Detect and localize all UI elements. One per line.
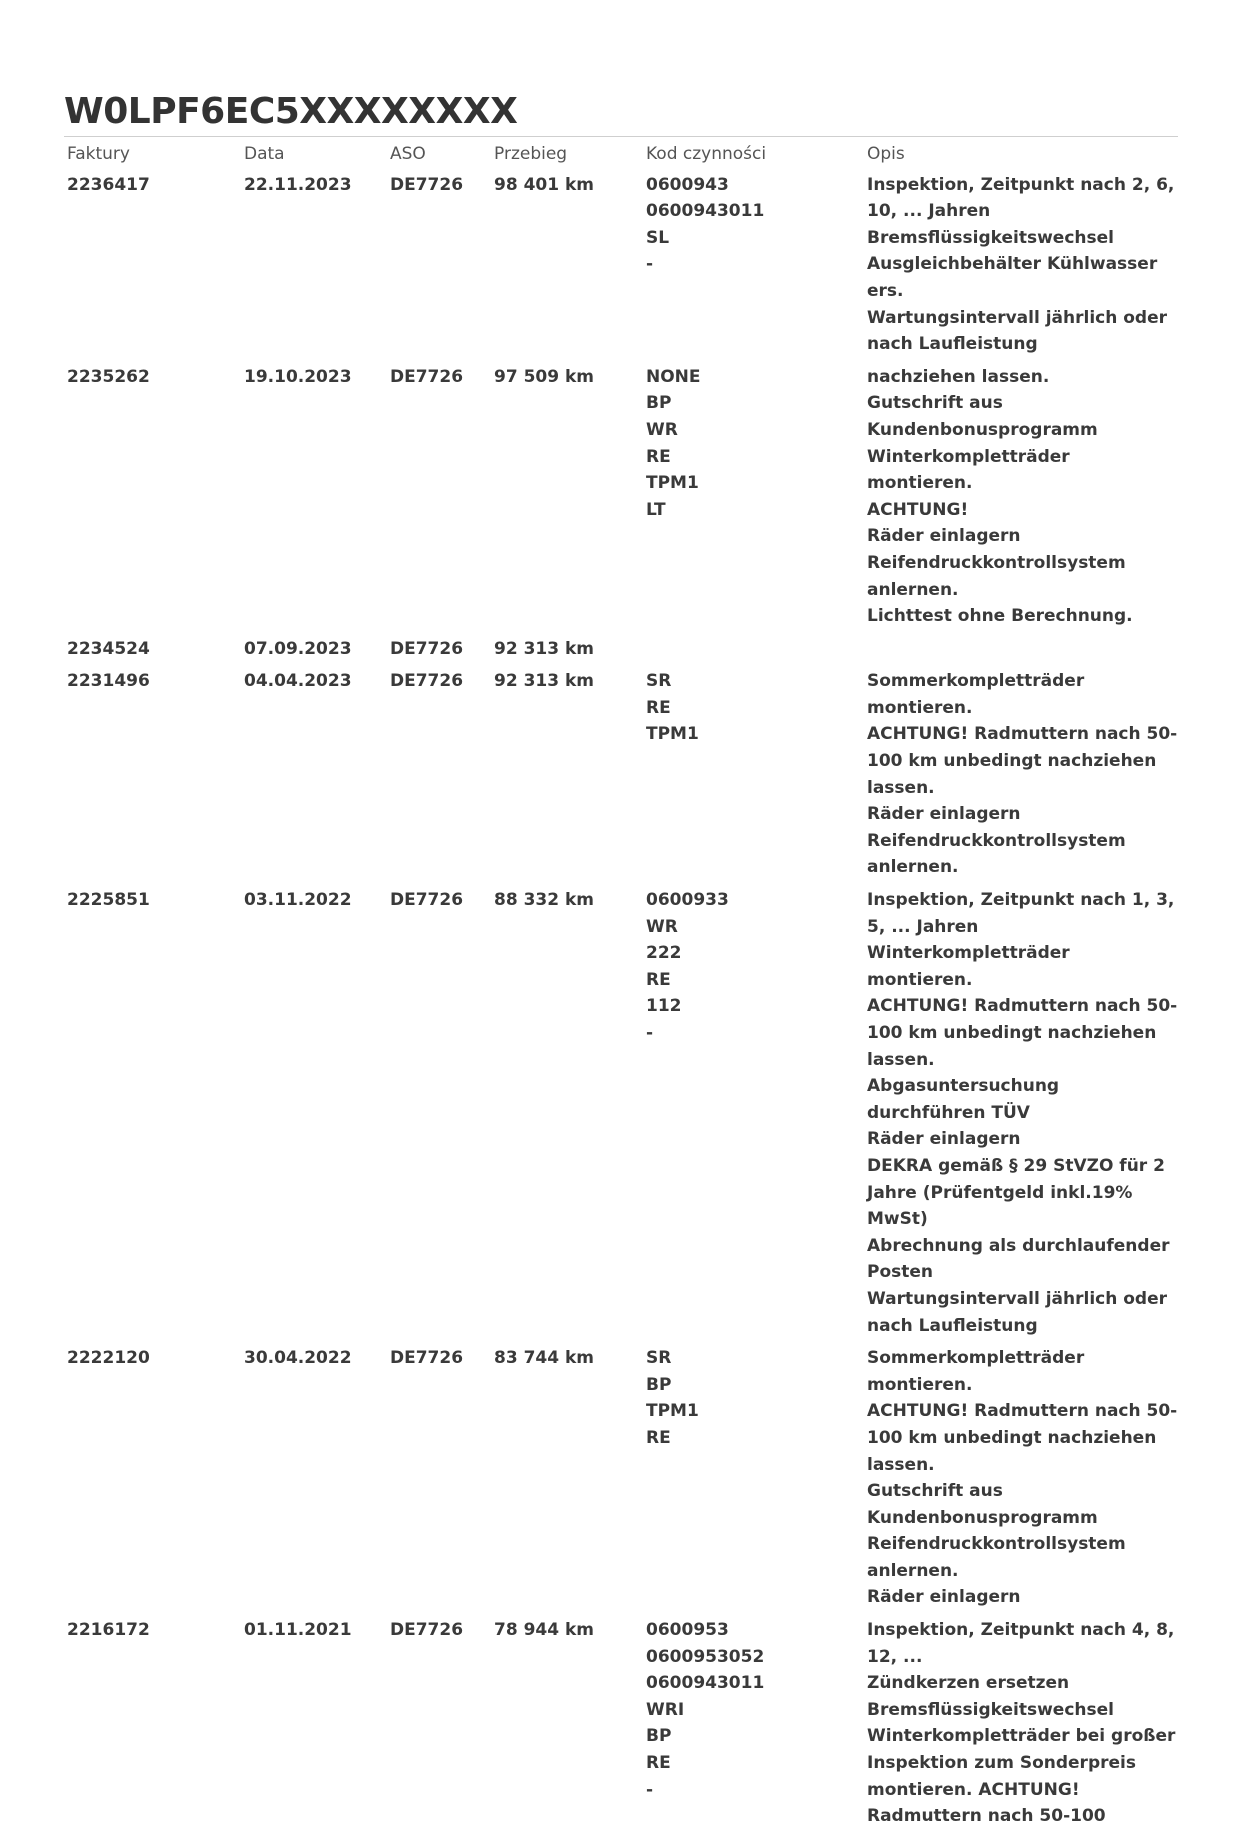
description-line: Räder einlagern — [867, 1587, 1021, 1608]
operation-code: RE — [646, 969, 671, 990]
invoice-number-cell: 2222120 — [67, 1348, 150, 1369]
operation-codes-cell — [646, 364, 867, 636]
invoice-number-cell: 2235262 — [67, 366, 150, 387]
description-line: Abrechnung als durchlaufender Posten — [867, 1235, 1170, 1283]
operation-code: BP — [646, 1374, 672, 1395]
description-line: Wartungsintervall jährlich oder nach Laufleistung — [867, 1288, 1168, 1336]
column-header-mileage: Przebieg — [494, 144, 568, 164]
date-cell: 19.10.2023 — [244, 366, 352, 387]
date-cell: 22.11.2023 — [244, 174, 352, 195]
description-line: Ausgleichbehälter Kühlwasser ers. — [867, 254, 1158, 301]
description-line: Wartungsintervall jährlich oder nach Laufleistung — [867, 307, 1168, 355]
service-history-table — [64, 137, 1178, 1836]
operation-code: 0600943011 — [646, 201, 765, 222]
invoice-number-cell: 2216172 — [67, 1620, 150, 1641]
description-line: Bremsflüssigkeitswechsel — [867, 227, 1114, 248]
aso-cell: DE7726 — [390, 671, 464, 692]
table-row — [64, 668, 1178, 887]
aso-cell: DE7726 — [390, 174, 464, 195]
date-cell: 07.09.2023 — [244, 638, 352, 659]
operation-code: RE — [646, 1427, 671, 1448]
aso-cell: DE7726 — [390, 638, 464, 659]
operation-codes-cell — [646, 172, 867, 364]
operation-codes-cell — [646, 1345, 867, 1617]
operation-codes-cell — [646, 1617, 867, 1836]
mileage-cell: 78 944 km — [494, 1620, 594, 1641]
operation-code: 0600933 — [646, 890, 729, 911]
table-row — [64, 1617, 1178, 1836]
description-line: Reifendruckkontrollsystem anlernen. — [867, 1534, 1126, 1581]
description-line: Sommerkompletträder montieren. — [867, 1348, 1085, 1395]
date-cell: 03.11.2022 — [244, 890, 352, 911]
operation-code: LT — [646, 499, 666, 520]
operation-code: BP — [646, 1726, 672, 1747]
operation-code: 0600953052 — [646, 1646, 765, 1667]
mileage-cell: 97 509 km — [494, 366, 594, 387]
operation-code: TPM1 — [646, 473, 699, 494]
table-row — [64, 172, 1178, 364]
description-cell — [867, 887, 1178, 1345]
aso-cell: DE7726 — [390, 366, 464, 387]
description-line: Abgasuntersuchung durchführen TÜV — [867, 1076, 1060, 1123]
description-cell — [867, 364, 1178, 636]
column-header-date: Data — [244, 144, 285, 164]
description-line: Inspektion, Zeitpunkt nach 4, 8, 12, ... — [867, 1620, 1175, 1667]
mileage-cell: 98 401 km — [494, 174, 594, 195]
operation-code: SR — [646, 1348, 672, 1369]
description-line: Winterkompletträder montieren. — [867, 943, 1070, 990]
description-line: Räder einlagern — [867, 804, 1021, 825]
date-cell: 30.04.2022 — [244, 1348, 352, 1369]
operation-code: RE — [646, 697, 671, 718]
document-page — [64, 88, 1178, 1836]
operation-code: TPM1 — [646, 1401, 699, 1422]
operation-code: WRI — [646, 1699, 685, 1720]
table-row — [64, 636, 1178, 669]
operation-code: 0600943011 — [646, 1673, 765, 1694]
mileage-cell: 88 332 km — [494, 890, 594, 911]
operation-code: 112 — [646, 996, 682, 1017]
description-line: ACHTUNG! Radmuttern nach 50-100 km unbedingt nachziehen lassen. — [867, 724, 1178, 798]
operation-code: 0600943 — [646, 174, 729, 195]
operation-code: BP — [646, 393, 672, 414]
operation-code: - — [646, 1779, 654, 1800]
description-line: DEKRA gemäß § 29 StVZO für 2 Jahre (Prüfentgeld inkl.19% MwSt) — [867, 1155, 1165, 1230]
operation-code: - — [646, 254, 654, 275]
operation-code: TPM1 — [646, 724, 699, 745]
description-cell — [867, 668, 1178, 887]
description-line: Lichttest ohne Berechnung. — [867, 606, 1133, 627]
operation-code: RE — [646, 446, 671, 467]
invoice-number-cell: 2236417 — [67, 174, 150, 195]
description-cell — [867, 172, 1178, 364]
table-header-row — [64, 137, 1178, 172]
table-row — [64, 1345, 1178, 1617]
operation-code: 0600953 — [646, 1620, 729, 1641]
mileage-cell: 83 744 km — [494, 1348, 594, 1369]
table-row — [64, 364, 1178, 636]
invoice-number-cell: 2231496 — [67, 671, 150, 692]
description-line: Räder einlagern — [867, 1129, 1021, 1150]
operation-code: NONE — [646, 366, 701, 387]
mileage-cell: 92 313 km — [494, 671, 594, 692]
date-cell: 04.04.2023 — [244, 671, 352, 692]
table-row — [64, 887, 1178, 1345]
aso-cell: DE7726 — [390, 1620, 464, 1641]
operation-code: WR — [646, 419, 678, 440]
operation-code: RE — [646, 1753, 671, 1774]
mileage-cell: 92 313 km — [494, 638, 594, 659]
table-body — [64, 172, 1178, 1836]
operation-codes-cell — [646, 636, 867, 669]
operation-code: SL — [646, 227, 670, 248]
column-header-invoices: Faktury — [67, 144, 130, 164]
operation-code: WR — [646, 916, 678, 937]
description-line: Sommerkompletträder montieren. — [867, 671, 1085, 718]
aso-cell: DE7726 — [390, 890, 464, 911]
description-line: Reifendruckkontrollsystem anlernen. — [867, 552, 1126, 600]
operation-code: - — [646, 1023, 654, 1043]
column-header-description: Opis — [867, 144, 905, 164]
description-line: Gutschrift aus Kundenbonusprogramm — [867, 393, 1098, 440]
column-header-operation-code: Kod czynności — [646, 144, 767, 164]
description-line: ACHTUNG! — [867, 499, 969, 520]
date-cell: 01.11.2021 — [244, 1620, 352, 1641]
description-cell — [867, 1345, 1178, 1617]
description-line: Inspektion, Zeitpunkt nach 2, 6, 10, ... Jahren — [867, 174, 1175, 222]
description-line: Bremsflüssigkeitswechsel — [867, 1699, 1114, 1720]
description-cell — [867, 1617, 1178, 1836]
operation-codes-cell — [646, 668, 867, 887]
invoice-number-cell: 2234524 — [67, 638, 150, 659]
invoice-number-cell: 2225851 — [67, 890, 150, 911]
description-cell — [867, 636, 1178, 669]
operation-code: 222 — [646, 943, 682, 964]
description-line: ACHTUNG! Radmuttern nach 50-100 km unbedingt nachziehen lassen. — [867, 996, 1178, 1070]
description-line: Zündkerzen ersetzen — [867, 1673, 1070, 1694]
operation-codes-cell — [646, 887, 867, 1345]
description-line: Reifendruckkontrollsystem anlernen. — [867, 830, 1126, 878]
description-line: nachziehen lassen. — [867, 366, 1050, 387]
description-line: Räder einlagern — [867, 526, 1021, 547]
column-header-aso: ASO — [390, 144, 426, 164]
description-line: Winterkompletträder bei großer Inspektion zum Sonderpreis montieren. ACHTUNG! Radmuttern nach 50-100 — [867, 1726, 1176, 1827]
aso-cell: DE7726 — [390, 1348, 464, 1369]
description-line: Gutschrift aus Kundenbonusprogramm — [867, 1481, 1098, 1528]
operation-code: SR — [646, 671, 672, 692]
description-line: Inspektion, Zeitpunkt nach 1, 3, 5, ... Jahren — [867, 890, 1175, 937]
vin-title: W0LPF6EC5XXXXXXXX — [64, 91, 518, 132]
description-line: Winterkompletträder montieren. — [867, 446, 1070, 494]
description-line: ACHTUNG! Radmuttern nach 50-100 km unbedingt nachziehen lassen. — [867, 1401, 1178, 1475]
